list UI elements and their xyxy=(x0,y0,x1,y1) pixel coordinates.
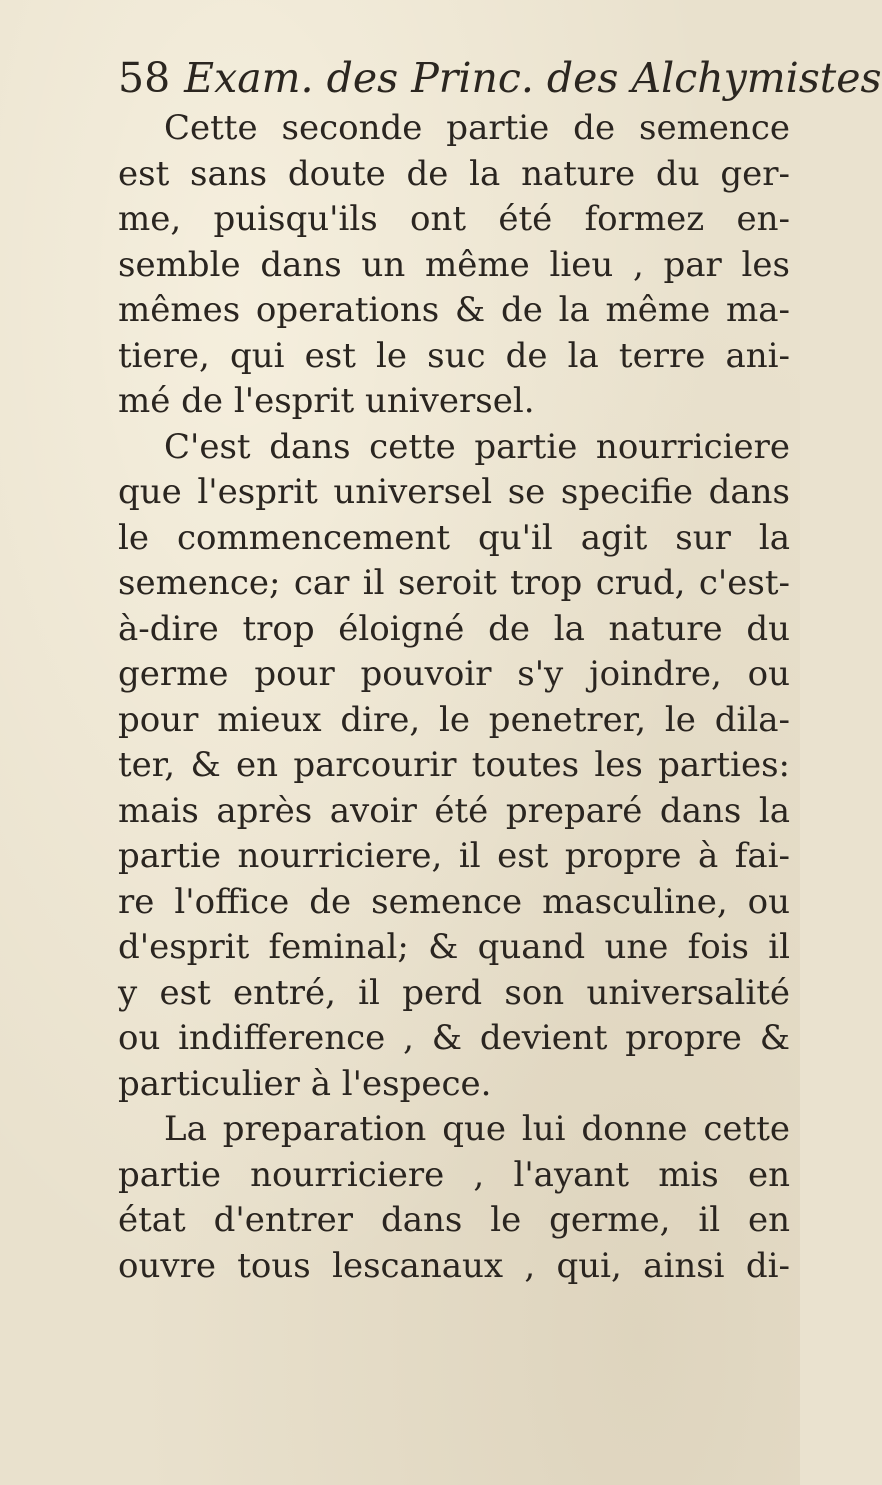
text-line: semble dans un même lieu , par les xyxy=(118,244,790,285)
text-line: tiere, qui est le suc de la terre ani- xyxy=(118,335,790,376)
text-line: y est entré, il perd son universalité xyxy=(118,972,790,1013)
text-line: d'esprit feminal; & quand une fois il xyxy=(118,927,790,967)
text-line: C'est dans cette partie nourriciere xyxy=(164,426,790,467)
page-header xyxy=(118,48,882,108)
page-number: 58 xyxy=(118,54,171,102)
text-line: mais après avoir été preparé dans la xyxy=(118,790,790,831)
text-line: La preparation que lui donne cette xyxy=(164,1109,790,1149)
text-line: ou indifference , & devient propre & xyxy=(118,1018,790,1058)
text-line: partie nourriciere , l'ayant mis en xyxy=(118,1154,790,1195)
text-line: germe pour pouvoir s'y joindre, ou xyxy=(118,654,790,694)
text-line: est sans doute de la nature du ger- xyxy=(118,153,790,194)
text-line: Cette seconde partie de semence xyxy=(164,108,790,148)
text-line: re l'office de semence masculine, ou xyxy=(118,881,790,922)
text-line: à-dire trop éloigné de la nature du xyxy=(118,608,790,649)
text-line: ter, & en parcourir toutes les parties: xyxy=(118,745,790,785)
text-line: me, puisqu'ils ont été formez en- xyxy=(118,199,790,239)
text-line: mé de l'esprit universel. xyxy=(118,381,535,421)
text-line: état d'entrer dans le germe, il en xyxy=(118,1200,790,1240)
text-line: partie nourriciere, il est propre à fai- xyxy=(118,836,790,876)
text-line: particulier à l'espece. xyxy=(118,1063,492,1104)
text-line: le commencement qu'il agit sur la xyxy=(118,517,790,558)
body-text xyxy=(118,106,790,1289)
text-line: ouvre tous lescanaux , qui, ainsi di- xyxy=(118,1245,790,1286)
text-line: que l'esprit universel se specifie dans xyxy=(118,472,790,512)
text-line: pour mieux dire, le penetrer, le dila- xyxy=(118,699,790,740)
text-line: semence; car il seroit trop crud, c'est- xyxy=(118,563,790,603)
running-title: Exam. des Princ. des Alchymistes xyxy=(184,54,882,102)
text-line: mêmes operations & de la même ma- xyxy=(118,290,790,330)
